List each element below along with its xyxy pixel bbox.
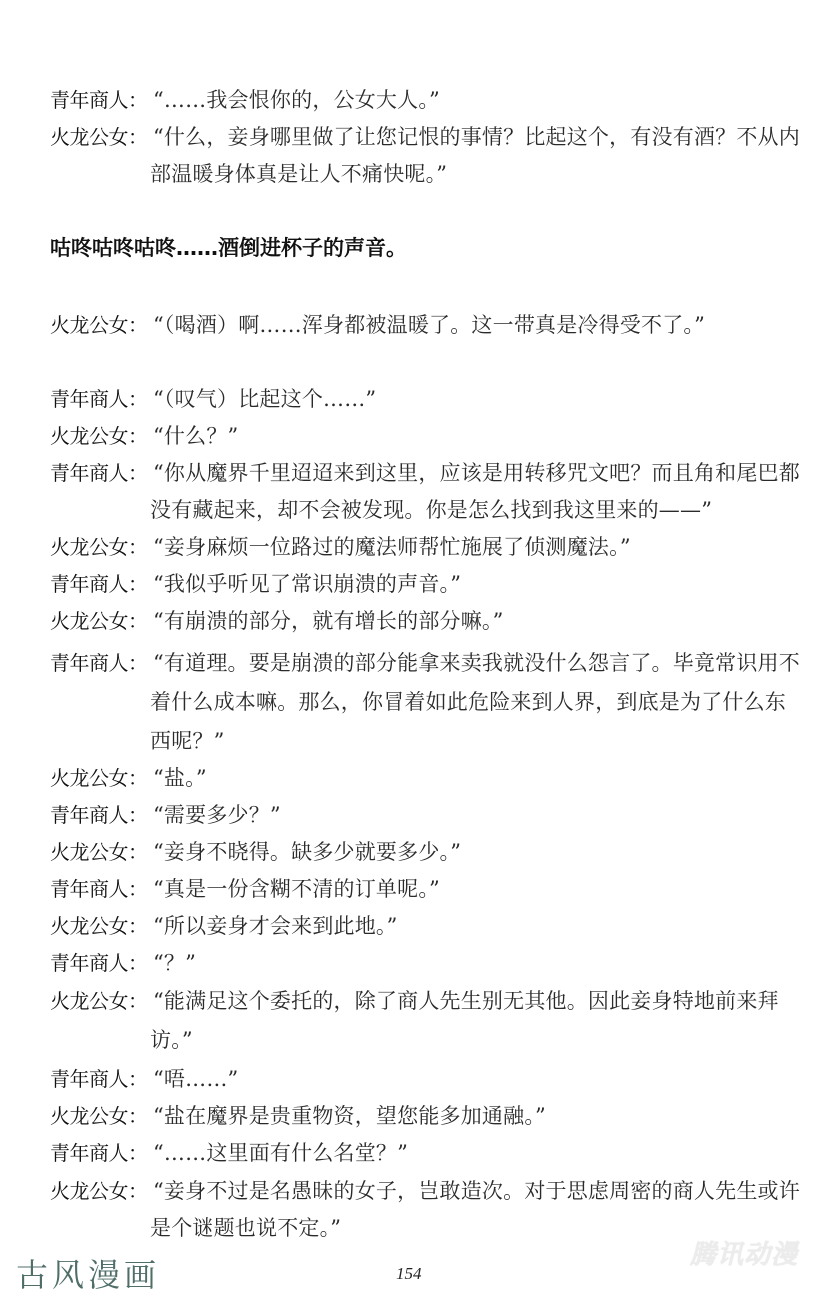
dialogue-text: “有道理。要是崩溃的部分能拿来卖我就没什么怨言了。毕竟常识用不 bbox=[153, 651, 800, 675]
dialogue-text: “所以妾身才会来到此地。” bbox=[153, 914, 398, 938]
speaker-label: 火龙公女： bbox=[50, 424, 148, 448]
dialogue-text: “盐。” bbox=[153, 766, 207, 790]
dialogue-text: “真是一份含糊不清的订单呢。” bbox=[153, 877, 440, 901]
speaker-label: 青年商人： bbox=[50, 387, 148, 411]
speaker-label: 青年商人： bbox=[50, 877, 148, 901]
speaker-label: 青年商人： bbox=[50, 651, 148, 675]
dialogue-text: “什么，妾身哪里做了让您记恨的事情？比起这个，有没有酒？不从内 bbox=[153, 125, 800, 149]
dialogue-text: “你从魔界千里迢迢来到这里，应该是用转移咒文吧？而且角和尾巴都 bbox=[153, 461, 800, 485]
speaker-label: 火龙公女： bbox=[50, 1104, 148, 1128]
dialogue-text: “妾身不晓得。缺多少就要多少。” bbox=[153, 840, 462, 864]
dialogue-text: “？” bbox=[153, 951, 197, 975]
speaker-label: 火龙公女： bbox=[50, 914, 148, 938]
dialogue-text: “妾身麻烦一位路过的魔法师帮忙施展了侦测魔法。” bbox=[153, 535, 631, 559]
dialogue-text: “什么？” bbox=[153, 424, 239, 448]
dialogue-text: 部温暖身体真是让人不痛快呢。” bbox=[150, 162, 448, 186]
dialogue-text: “盐在魔界是贵重物资，望您能多加通融。” bbox=[153, 1104, 546, 1128]
speaker-label: 火龙公女： bbox=[50, 313, 148, 337]
speaker-label: 青年商人： bbox=[50, 572, 148, 596]
dialogue-text: “……我会恨你的，公女大人。” bbox=[153, 88, 440, 112]
speaker-label: 青年商人： bbox=[50, 1141, 148, 1165]
dialogue-text: “有崩溃的部分，就有增长的部分嘛。” bbox=[153, 609, 504, 633]
speaker-label: 青年商人： bbox=[50, 88, 148, 112]
gufeng-watermark: 古风漫画 bbox=[16, 1256, 161, 1294]
narration-text: 咕咚咕咚咕咚……酒倒进杯子的声音。 bbox=[50, 236, 407, 260]
speaker-label: 火龙公女： bbox=[50, 535, 148, 559]
dialogue-text: “……这里面有什么名堂？” bbox=[153, 1141, 409, 1165]
speaker-label: 火龙公女： bbox=[50, 840, 148, 864]
dialogue-text: 访。” bbox=[150, 1028, 193, 1052]
dialogue-text: 是个谜题也说不定。” bbox=[150, 1216, 342, 1240]
dialogue-text: “（喝酒）啊……浑身都被温暖了。这一带真是冷得受不了。” bbox=[153, 313, 706, 337]
speaker-label: 火龙公女： bbox=[50, 609, 148, 633]
speaker-label: 青年商人： bbox=[50, 1067, 148, 1091]
speaker-label: 火龙公女： bbox=[50, 125, 148, 149]
speaker-label: 火龙公女： bbox=[50, 989, 148, 1013]
dialogue-text: 西呢？” bbox=[150, 729, 225, 753]
dialogue-text: “能满足这个委托的，除了商人先生别无其他。因此妾身特地前来拜 bbox=[153, 989, 779, 1013]
tencent-comics-watermark: 腾讯动漫 bbox=[690, 1240, 799, 1270]
speaker-label: 青年商人： bbox=[50, 461, 148, 485]
speaker-label: 火龙公女： bbox=[50, 766, 148, 790]
dialogue-text: “需要多少？” bbox=[153, 803, 281, 827]
dialogue-text: “妾身不过是名愚昧的女子，岂敢造次。对于思虑周密的商人先生或许 bbox=[153, 1179, 800, 1203]
dialogue-text: “我似乎听见了常识崩溃的声音。” bbox=[153, 572, 462, 596]
dialogue-text: 没有藏起来，却不会被发现。你是怎么找到我这里来的——” bbox=[150, 498, 713, 522]
dialogue-text: 着什么成本嘛。那么，你冒着如此危险来到人界，到底是为了什么东 bbox=[150, 690, 786, 714]
page-number: 154 bbox=[396, 1264, 422, 1283]
dialogue-text: “唔……” bbox=[153, 1067, 239, 1091]
speaker-label: 青年商人： bbox=[50, 803, 148, 827]
dialogue-text: “（叹气）比起这个……” bbox=[153, 387, 377, 411]
speaker-label: 青年商人： bbox=[50, 951, 148, 975]
speaker-label: 火龙公女： bbox=[50, 1179, 148, 1203]
